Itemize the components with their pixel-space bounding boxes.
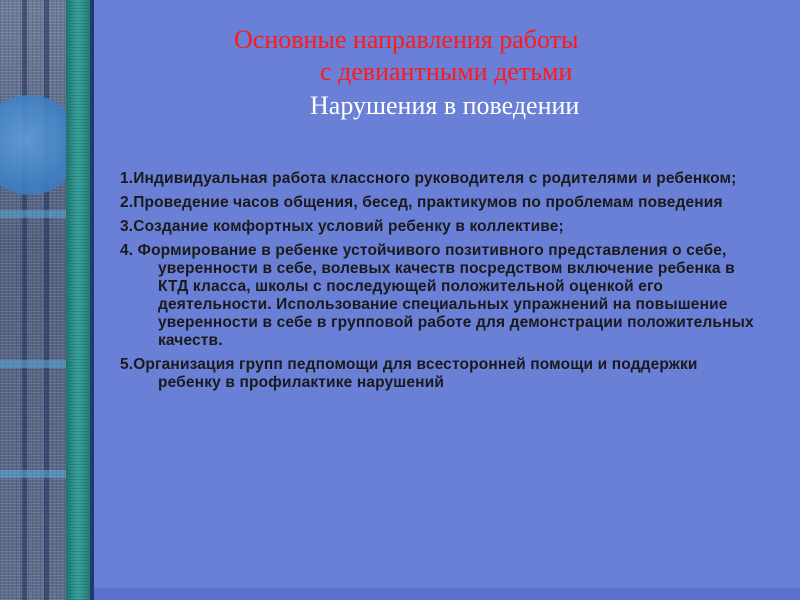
decorative-bar xyxy=(44,0,49,600)
decorative-stripe xyxy=(0,360,66,368)
list-item: 5.Организация групп педпомощи для всесторонней помощи и поддержки ребенку в профилактике нарушений xyxy=(120,356,698,391)
list-item: 4. Формирование в ребенке устойчивого позитивного представления о себе, уверенности в себе, волевых качеств посредством включение ребенка в КТД класса, школы с последующей положительной оценкой его деятельности. Использование специальных упражнений на повышение уверенности в себе в групповой работе для демонстрации положительных качеств. xyxy=(120,242,754,349)
directions-list xyxy=(120,170,760,398)
title-line-1: Основные направления работы xyxy=(234,25,579,54)
decorative-bar xyxy=(22,0,27,600)
slide-title xyxy=(150,24,770,124)
slide-subtitle: Нарушения в поведении xyxy=(310,91,580,120)
list-item: 3.Создание комфортных условий ребенку в коллективе; xyxy=(120,218,564,235)
decorative-divider-line xyxy=(90,0,94,600)
decorative-stripe xyxy=(0,470,66,478)
decorative-stripe xyxy=(0,210,66,218)
title-line-2: с девиантными детьми xyxy=(320,57,573,86)
list-item: 1.Индивидуальная работа классного руководителя с родителями и ребенком; xyxy=(120,170,737,187)
list-item: 2.Проведение часов общения, бесед, практикумов по проблемам поведения xyxy=(120,194,723,211)
decorative-teal-stripe xyxy=(66,0,90,600)
decorative-side-panel xyxy=(0,0,66,600)
decorative-bottom-band xyxy=(94,588,800,600)
